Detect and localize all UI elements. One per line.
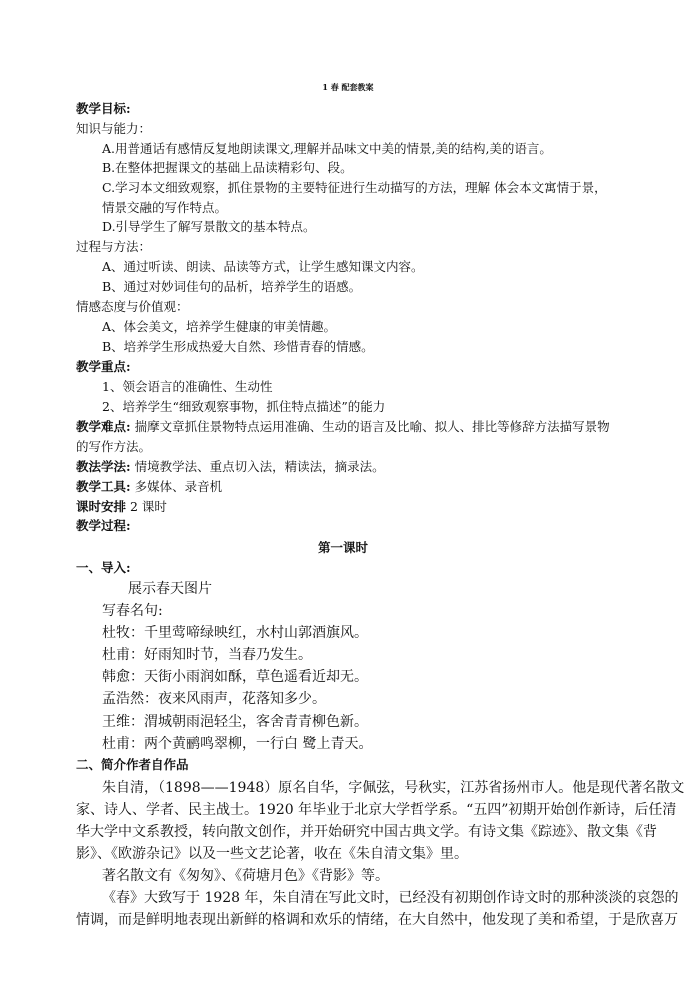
process-heading: 教学过程:: [76, 518, 131, 533]
process-label: 过程与方法：: [76, 239, 152, 254]
difficulty-text: 揣摩文章抓住景物特点运用准确、生动的语言及比喻、拟人、排比等修辞方法描写景物: [134, 419, 610, 434]
schedule-text: 2 课时: [130, 499, 167, 514]
key-point-item: 2、培养学生“细致观察事物，抓住特点描述”的能力: [102, 399, 386, 414]
attitude-label: 情感态度与价值观：: [76, 299, 189, 314]
poem-line: 杜甫：好雨知时节，当春乃发生。: [102, 647, 312, 663]
poem-line: 王维：渭城朝雨浥轻尘，客舍青青柳色新。: [102, 714, 368, 730]
knowledge-item: D.引导学生了解写景散文的基本特点。: [102, 219, 316, 234]
knowledge-label: 知识与能力：: [76, 121, 152, 136]
key-points-heading: 教学重点:: [76, 359, 131, 374]
difficulty-text-continued: 的写作方法。: [76, 439, 152, 454]
poem-line: 孟浩然：夜来风雨声，花落知多少。: [102, 691, 326, 707]
difficulty-line: [76, 418, 610, 436]
author-works: 著名散文有《匆匆》、《荷塘月色》《背影》等。: [102, 868, 389, 884]
methods-text: 情境教学法、重点切入法，精读法，摘录法。: [134, 459, 385, 474]
schedule-label: 课时安排: [76, 499, 127, 514]
attitude-item: A、体会美文，培养学生健康的审美情趣。: [102, 319, 337, 334]
tools-text: 多媒体、录音机: [134, 479, 223, 494]
intro-heading: 一、导入:: [76, 560, 131, 575]
author-bio-line: 华大学中文系教授，转向散文创作，并开始研究中国古典文学。有诗文集《踪迹》、散文集《背: [76, 824, 657, 840]
spring-intro-line: 情调，而是鲜明地表现出新鲜的格调和欢乐的情绪，在大自然中，他发现了美和希望，于是欣喜万: [76, 912, 678, 928]
attitude-item: B、培养学生形成热爱大自然、珍惜青春的情感。: [102, 339, 374, 354]
knowledge-item: B.在整体把握课文的基础上品读精彩句、段。: [102, 160, 353, 175]
difficulty-label: 教学难点:: [76, 419, 131, 434]
methods-line: [76, 458, 385, 476]
tools-line: [76, 478, 222, 496]
knowledge-item: 情景交融的写作特点。: [102, 200, 228, 215]
key-point-item: 1、领会语言的准确性、生动性: [102, 379, 273, 394]
tools-label: 教学工具:: [76, 479, 131, 494]
schedule-line: [76, 498, 167, 516]
poem-line: 韩愈：天街小雨润如酥，草色遥看近却无。: [102, 669, 368, 685]
methods-label: 教法学法:: [76, 459, 131, 474]
knowledge-item: C.学习本文细致观察，抓住景物的主要特征进行生动描写的方法，理解 体会本文寓情于景，: [102, 180, 607, 195]
goals-heading: 教学目标:: [76, 101, 131, 116]
author-bio-line: 影》、《欧游杂记》以及一些文艺论著，收在《朱自清文集》里。: [76, 846, 468, 862]
author-heading: 二、简介作者自作品: [76, 757, 189, 772]
author-bio-line: 家、诗人、学者、民主战士。1920 年毕业于北京大学哲学系。“五四”初期开始创作新诗，后任清: [76, 802, 677, 818]
poem-line: 杜甫：两个黄鹂鸣翠柳，一行白 鹭上青天。: [102, 736, 373, 752]
poem-line: 杜牧：千里莺啼绿映红，水村山郭酒旗风。: [102, 625, 368, 641]
process-item: A、通过听读、朗读、品读等方式，让学生感知课文内容。: [102, 259, 424, 274]
process-item: B、通过对妙词佳句的品析，培养学生的语感。: [102, 279, 362, 294]
spring-intro-line: 《春》大致写于 1928 年，朱自清在写此文时，已经没有初期创作诗文时的那种淡淡的哀怨的: [102, 890, 679, 906]
lesson-heading: 第一课时: [318, 540, 369, 555]
document-title: 1 春 配套教案: [322, 82, 374, 92]
author-bio-line: 朱自清，（1898——1948）原名自华，字佩弦，号秋实，江苏省扬州市人。他是现代著名散文: [102, 780, 685, 796]
knowledge-item: A.用普通话有感情反复地朗读课文,理解并品味文中美的情景,美的结构,美的语言。: [102, 141, 552, 156]
poems-label: 写春名句:: [102, 603, 163, 619]
intro-show: 展示春天图片: [128, 581, 212, 597]
